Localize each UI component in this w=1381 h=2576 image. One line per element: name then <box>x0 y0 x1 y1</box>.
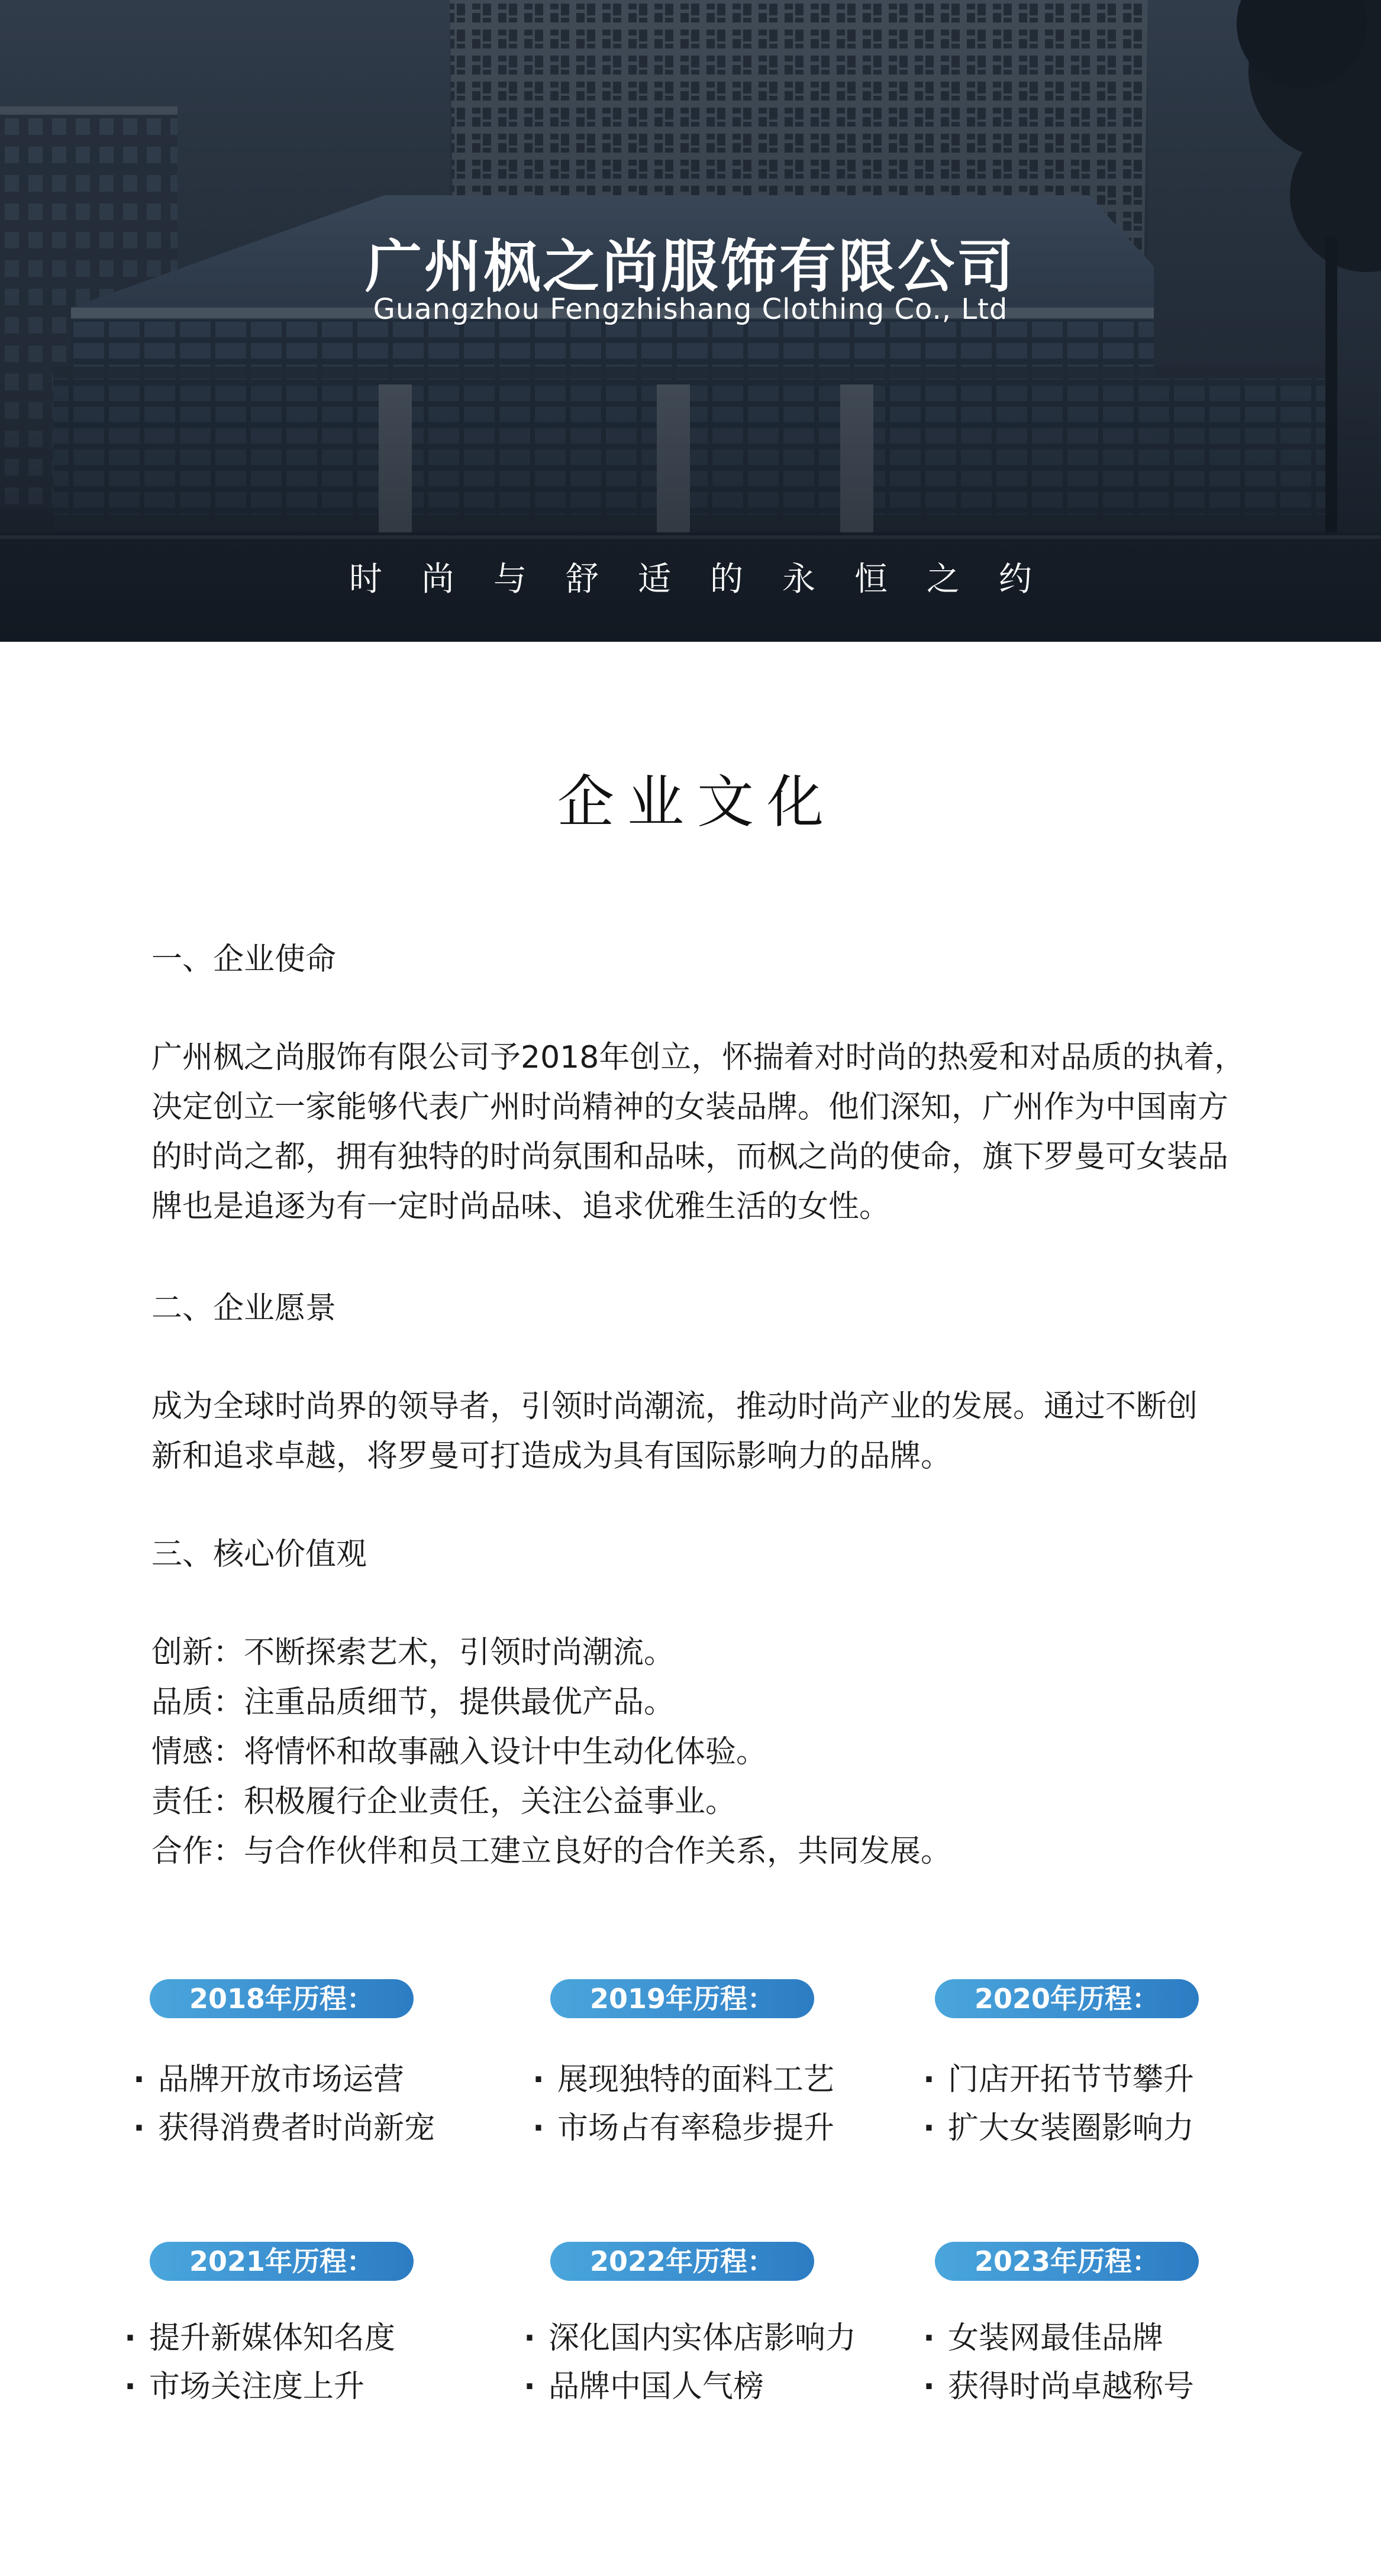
value-item: 创新：不断探索艺术，引领时尚潮流。 <box>151 1635 675 1670</box>
timeline-item: · 市场占有率稳步提升 <box>533 2103 834 2153</box>
timeline-item: · 获得时尚卓越称号 <box>923 2362 1194 2412</box>
timeline-item: · 展现独特的面料工艺 <box>533 2055 834 2105</box>
slogan: 时尚与舒适的永恒之约 <box>349 560 1071 599</box>
timeline-item: · 扩大女装圈影响力 <box>923 2103 1194 2153</box>
bullet-icon: · <box>124 2369 136 2404</box>
timeline-item: · 女装网最佳品牌 <box>923 2313 1163 2363</box>
values-list <box>151 1628 1276 1876</box>
timeline-item: · 品牌开放市场运营 <box>133 2055 404 2105</box>
paragraph-line: 的时尚之都，拥有独特的时尚氛围和品味，而枫之尚的使命，旗下罗曼可女装品 <box>151 1139 1229 1175</box>
vision-section <box>151 1284 1276 1333</box>
bullet-icon: · <box>923 2320 935 2356</box>
bullet-icon: · <box>124 2320 136 2356</box>
vision-heading: 二、企业愿景 <box>151 1291 337 1326</box>
paragraph-line: 决定创立一家能够代表广州时尚精神的女装品牌。他们深知，广州作为中国南方 <box>151 1090 1229 1125</box>
timeline-badge-2019: 2019年历程： <box>550 1979 814 2018</box>
timeline-item: · 品牌中国人气榜 <box>524 2362 764 2412</box>
company-name-en: Guangzhou Fengzhishang Clothing Co., Ltd <box>373 293 1008 326</box>
bullet-icon: · <box>133 2110 145 2146</box>
value-item: 情感：将情怀和故事融入设计中生动化体验。 <box>151 1734 767 1770</box>
timeline-badge-2020: 2020年历程： <box>935 1979 1199 2018</box>
paragraph-line: 成为全球时尚界的领导者，引领时尚潮流，推动时尚产业的发展。通过不断创 <box>151 1389 1198 1424</box>
section-title: 企业文化 <box>557 769 837 835</box>
timeline-badge-2023: 2023年历程： <box>935 2242 1199 2281</box>
value-item: 责任：积极履行企业责任，关注公益事业。 <box>151 1784 737 1819</box>
bullet-icon: · <box>133 2062 145 2097</box>
bullet-icon: · <box>533 2062 544 2097</box>
bullet-icon: · <box>923 2110 935 2146</box>
hero-banner <box>0 0 1381 642</box>
timeline-item: · 深化国内实体店影响力 <box>524 2313 856 2363</box>
values-section <box>151 1530 1276 1579</box>
timeline-badge-2018: 2018年历程： <box>150 1979 414 2018</box>
bullet-icon: · <box>923 2369 935 2404</box>
paragraph-line: 牌也是追逐为有一定时尚品味、追求优雅生活的女性。 <box>151 1189 890 1224</box>
bullet-icon: · <box>923 2062 935 2097</box>
bullet-icon: · <box>524 2320 535 2356</box>
mission-heading: 一、企业使命 <box>151 942 337 977</box>
timeline-badge-2021: 2021年历程： <box>150 2242 414 2281</box>
value-item: 品质：注重品质细节，提供最优产品。 <box>151 1685 675 1720</box>
paragraph-line: 广州枫之尚服饰有限公司予2018年创立，怀揣着对时尚的热爱和对品质的执着， <box>151 1040 1246 1075</box>
vision-text <box>151 1382 1276 1481</box>
mission-section <box>151 935 1276 984</box>
timeline-badge-2022: 2022年历程： <box>550 2242 814 2281</box>
timeline-item: · 提升新媒体知名度 <box>124 2313 395 2363</box>
timeline-item: · 门店开拓节节攀升 <box>923 2055 1194 2105</box>
timeline-item: · 获得消费者时尚新宠 <box>133 2103 435 2153</box>
bullet-icon: · <box>533 2110 544 2146</box>
bullet-icon: · <box>524 2369 535 2404</box>
company-name-cn: 广州枫之尚服饰有限公司 <box>365 234 1016 300</box>
mission-text <box>151 1033 1276 1232</box>
values-heading: 三、核心价值观 <box>151 1537 367 1572</box>
timeline-item: · 市场关注度上升 <box>124 2362 364 2412</box>
value-item: 合作：与合作伙伴和员工建立良好的合作关系，共同发展。 <box>151 1834 952 1869</box>
paragraph-line: 新和追求卓越，将罗曼可打造成为具有国际影响力的品牌。 <box>151 1439 952 1474</box>
